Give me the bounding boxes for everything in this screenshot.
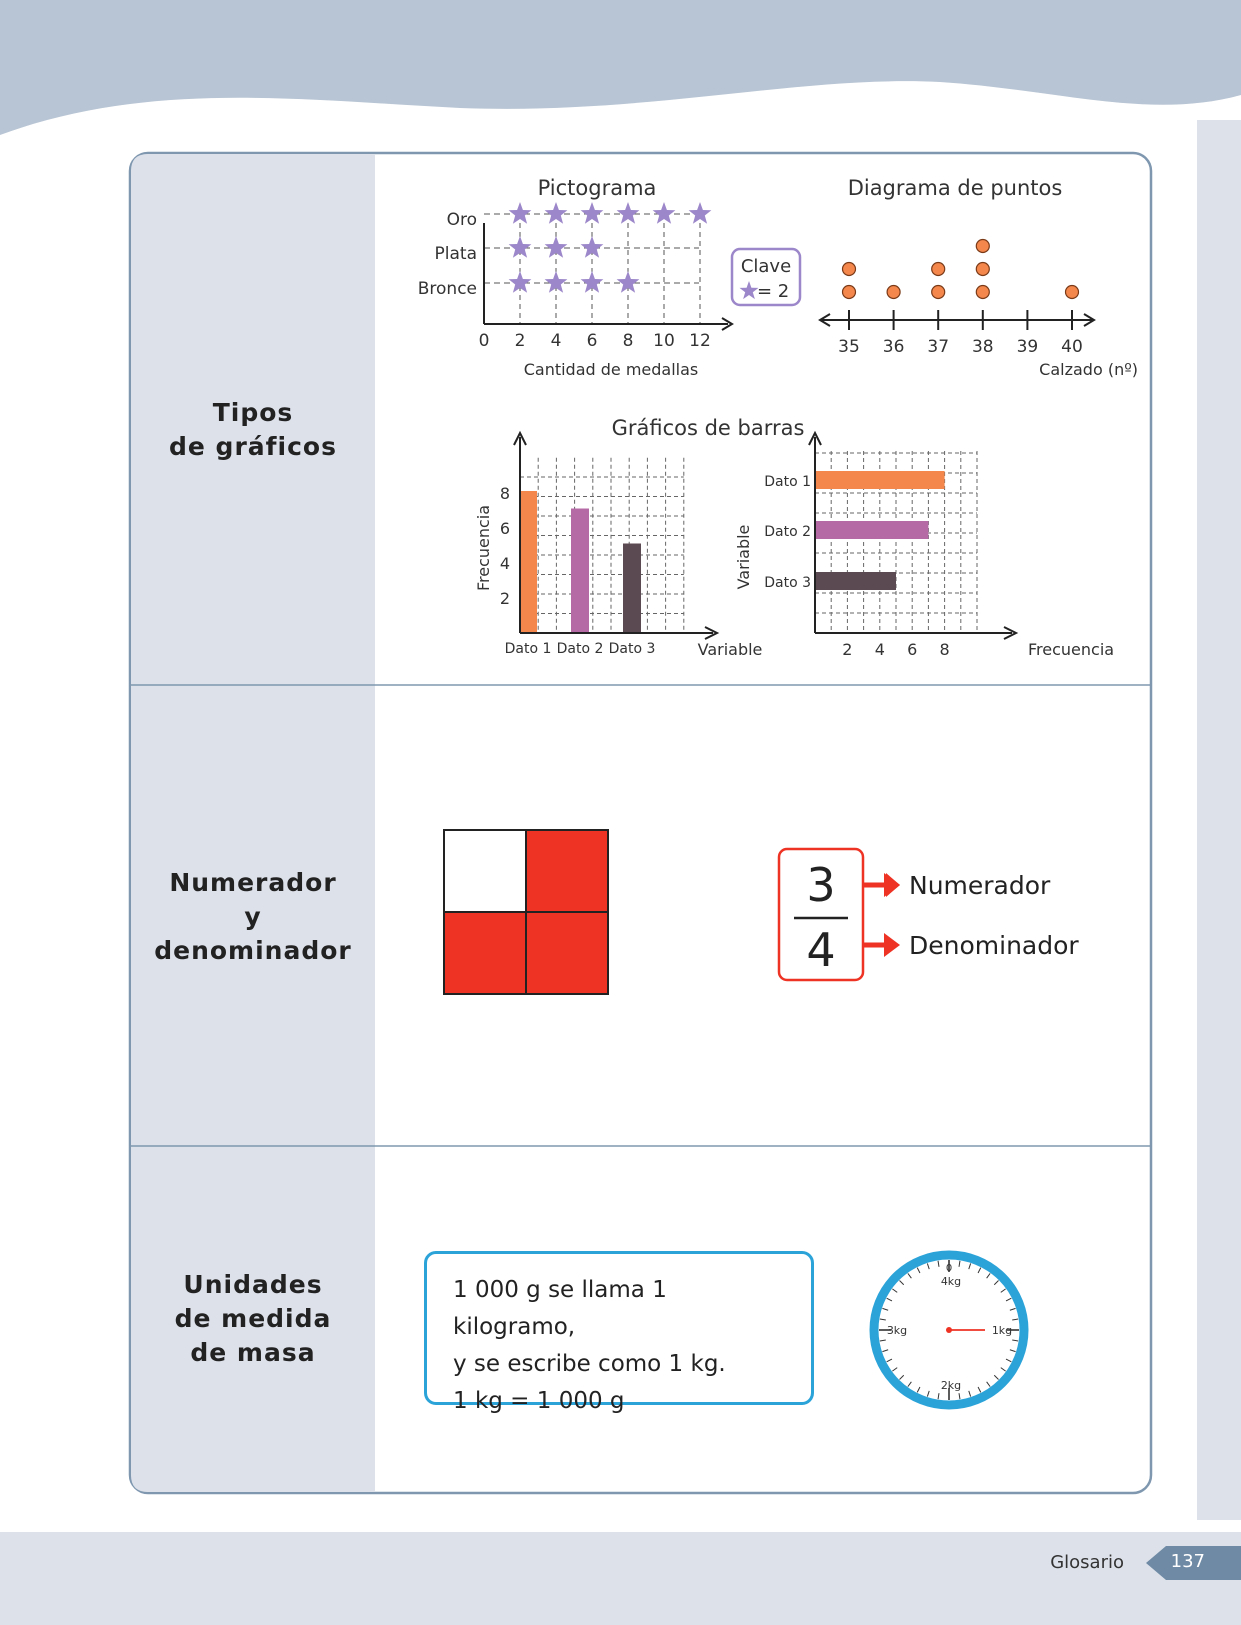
scale-pivot <box>946 1327 952 1333</box>
scale-label-2kg: 2kg <box>940 1379 962 1392</box>
dot-plot-dot <box>1066 286 1079 299</box>
vertical-chart-y-label: Frecuencia <box>474 504 493 592</box>
dot-plot-title: Diagrama de puntos <box>847 176 1063 200</box>
fraction-denominator: 4 <box>806 923 836 977</box>
pictogram-tick-label: 8 <box>622 331 634 351</box>
page-number: 137 <box>1170 1551 1205 1572</box>
bar <box>815 471 945 489</box>
pictogram-key-value: = 2 <box>757 281 790 302</box>
star-icon <box>581 202 604 224</box>
category-label: Dato 2 <box>764 524 811 540</box>
pictogram-row-label: Oro <box>446 210 477 230</box>
vertical-chart-bars <box>519 491 641 633</box>
category-label: Dato 3 <box>764 575 811 591</box>
horizontal-chart-x-ticks <box>842 640 949 659</box>
pictogram-row-label: Bronce <box>417 279 477 299</box>
dot-plot-tick-label: 36 <box>882 337 905 357</box>
star-icon <box>653 202 676 224</box>
category-label: Dato 1 <box>504 641 552 657</box>
horizontal-chart-bars <box>815 471 945 590</box>
pictogram-key-title: Clave <box>740 256 792 277</box>
x-tick-label: 2 <box>842 640 853 659</box>
pictogram-tick-label: 12 <box>689 331 711 351</box>
footer-band <box>0 1532 1241 1625</box>
pictogram-tick-label: 2 <box>514 331 526 351</box>
dot-plot-dot <box>932 286 945 299</box>
pictogram-stars <box>509 202 712 293</box>
dot-plot-tick-label: 35 <box>838 337 860 357</box>
row-label-fraction <box>130 866 376 968</box>
category-label: Dato 3 <box>608 641 656 657</box>
dot-plot-tick-label: 40 <box>1061 337 1083 357</box>
dot-plot-dot <box>932 263 945 276</box>
pictogram-tick-labels <box>479 331 711 351</box>
bar <box>815 521 928 539</box>
numerator-label: Numerador <box>909 871 1051 900</box>
bar <box>623 544 641 634</box>
row-label-line: y <box>244 902 262 931</box>
vertical-chart-grid <box>520 458 684 633</box>
fraction-cell <box>526 830 608 912</box>
dot-plot-dot <box>843 263 856 276</box>
star-icon <box>689 202 712 224</box>
dot-plot-tick-label: 39 <box>1016 337 1039 357</box>
pictogram-tick-label: 6 <box>586 331 598 351</box>
bar-charts-title: Gráficos de barras <box>611 416 805 440</box>
bar <box>815 572 896 590</box>
pictogram-row-label: Plata <box>434 244 477 264</box>
category-label: Dato 1 <box>764 474 811 490</box>
scale-dial <box>866 1247 1032 1413</box>
fraction-cells <box>444 830 608 994</box>
dot-plot-dot <box>887 286 900 299</box>
row-label-graph-types <box>130 396 376 464</box>
pictogram <box>400 165 790 385</box>
bar <box>519 491 537 633</box>
pictogram-tick-label: 0 <box>478 331 490 351</box>
star-icon <box>545 202 568 224</box>
pictogram-x-label: Cantidad de medallas <box>523 360 699 379</box>
denominator-label: Denominador <box>909 931 1079 960</box>
x-tick-label: 8 <box>939 640 950 659</box>
row-label-line: denominador <box>154 936 352 965</box>
fraction-cell <box>526 912 608 994</box>
mass-definition-box <box>424 1251 814 1414</box>
row-label-line: Unidades <box>183 1270 323 1299</box>
dot-plot-dot <box>843 286 856 299</box>
y-tick-label: 8 <box>499 484 510 503</box>
dot-plot-tick-label: 37 <box>927 337 950 357</box>
row-label-mass-units <box>130 1268 376 1370</box>
row-label-line: Numerador <box>169 868 337 897</box>
y-tick-label: 4 <box>499 554 510 573</box>
footer-section-label: Glosario <box>1050 1552 1124 1573</box>
dot-plot-dot <box>976 263 989 276</box>
right-margin-band <box>1197 120 1241 1520</box>
scale-label-1kg: 1kg <box>991 1324 1013 1337</box>
scale-label-4kg: 4kg <box>940 1275 962 1288</box>
horizontal-chart-y-label: Variable <box>734 524 753 590</box>
row-label-line: de masa <box>190 1338 316 1367</box>
header-wave <box>0 0 1241 135</box>
horizontal-chart-categories <box>764 474 811 591</box>
mass-definition-line: 1 kg = 1 000 g <box>453 1388 625 1414</box>
bar <box>571 509 589 634</box>
pictogram-tick-label: 4 <box>550 331 562 351</box>
dot-plot <box>810 165 1150 385</box>
fraction-square <box>440 826 612 998</box>
mass-definition-line: y se escribe como 1 kg. <box>453 1351 726 1377</box>
dot-plot-dot <box>976 286 989 299</box>
star-icon <box>509 202 532 224</box>
category-label: Dato 2 <box>556 641 604 657</box>
star-icon <box>617 202 640 224</box>
fraction-numerator: 3 <box>806 858 836 912</box>
arrow-head-icon <box>884 873 900 897</box>
vertical-chart-y-ticks <box>500 484 510 608</box>
vertical-chart-x-label: Variable <box>697 640 763 659</box>
y-tick-label: 2 <box>499 589 510 608</box>
y-tick-label: 6 <box>499 519 510 538</box>
mass-definition-line: 1 000 g se llama 1 kilogramo, <box>453 1277 667 1340</box>
scale-label-3kg: 3kg <box>886 1324 908 1337</box>
bar-charts <box>440 405 1115 675</box>
arrow-head-icon <box>884 933 900 957</box>
dot-plot-tick-label: 38 <box>971 337 994 357</box>
fraction-cell <box>444 830 526 912</box>
pictogram-title: Pictograma <box>537 176 657 200</box>
row-label-line: Tipos <box>212 398 294 427</box>
dot-plot-dots <box>843 240 1079 299</box>
row-label-line: de gráficos <box>169 432 337 461</box>
fraction-notation <box>770 845 1110 985</box>
dot-plot-ticks <box>838 310 1083 357</box>
row-label-line: de medida <box>174 1304 332 1333</box>
horizontal-chart-x-label: Frecuencia <box>1028 640 1115 659</box>
dot-plot-x-label: Calzado (nº) <box>1039 360 1138 379</box>
dot-plot-dot <box>976 240 989 253</box>
scale-label-zero: 0 <box>945 1263 953 1274</box>
vertical-chart-categories <box>505 641 656 657</box>
x-tick-label: 6 <box>907 640 918 659</box>
fraction-cell <box>444 912 526 994</box>
pictogram-grid <box>484 214 700 324</box>
x-tick-label: 4 <box>874 640 885 659</box>
pictogram-tick-label: 10 <box>653 331 675 351</box>
